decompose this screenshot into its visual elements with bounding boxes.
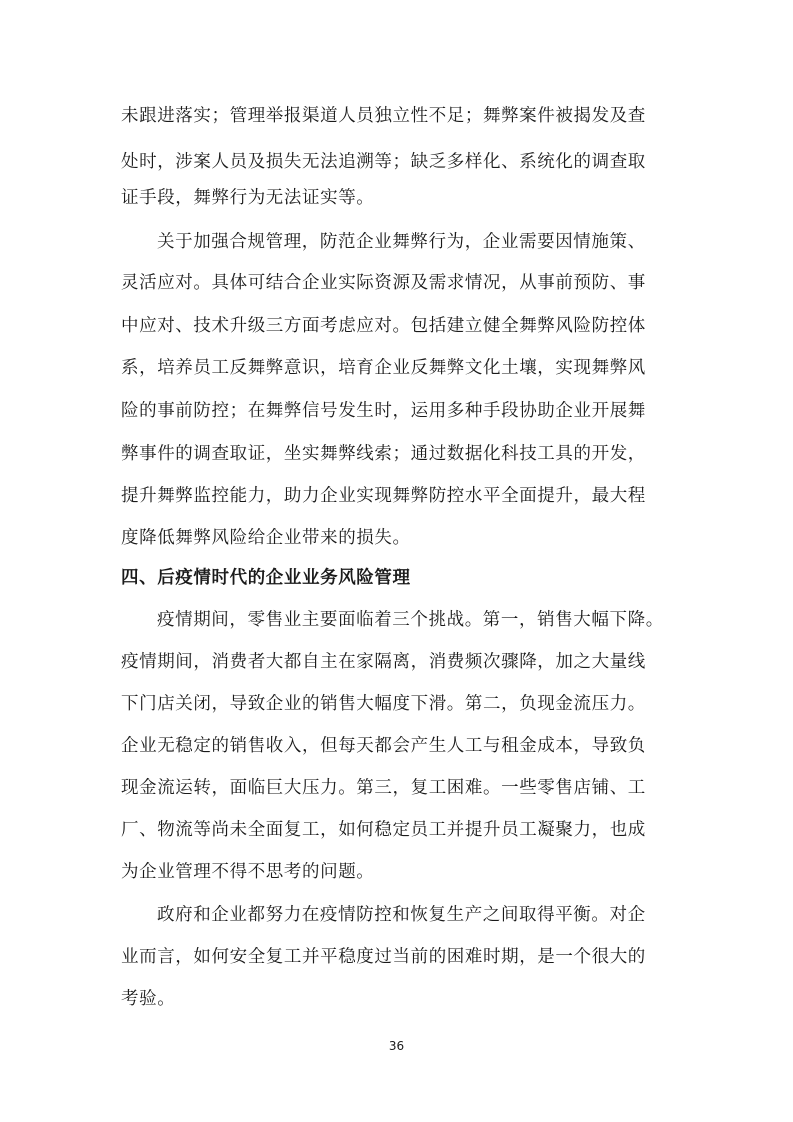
paragraph-line: 企业无稳定的销售收入，但每天都会产生人工与租金成本，导致负 [121, 736, 646, 756]
paragraph-line: 未跟进落实；管理举报渠道人员独立性不足；舞弊案件被揭发及查 [121, 106, 646, 126]
paragraph-line: 为企业管理不得不思考的问题。 [121, 862, 375, 882]
paragraph-line: 厂、物流等尚未全面复工，如何稳定员工并提升员工凝聚力，也成 [121, 820, 646, 840]
paragraph-line: 中应对、技术升级三方面考虑应对。包括建立健全舞弊风险防控体 [121, 316, 646, 336]
paragraph-line: 提升舞弊监控能力，助力企业实现舞弊防控水平全面提升，最大程 [121, 486, 646, 506]
paragraph-line: 关于加强合规管理，防范企业舞弊行为，企业需要因情施策、 [157, 232, 646, 252]
section-heading: 四、后疫情时代的企业业务风险管理 [121, 568, 411, 588]
paragraph-line: 系，培养员工反舞弊意识，培育企业反舞弊文化土壤，实现舞弊风 [121, 358, 646, 378]
paragraph-line: 弊事件的调查取证，坐实舞弊线索；通过数据化科技工具的开发， [121, 444, 646, 464]
paragraph-line: 考验。 [121, 989, 176, 1009]
paragraph-line: 现金流运转，面临巨大压力。第三，复工困难。一些零售店铺、工 [121, 778, 646, 798]
paragraph-line: 疫情期间，消费者大都自主在家隔离，消费频次骤降，加之大量线 [121, 652, 646, 672]
paragraph-line: 险的事前防控；在舞弊信号发生时，运用多种手段协助企业开展舞 [121, 401, 646, 421]
paragraph-line: 证手段，舞弊行为无法证实等。 [121, 188, 375, 208]
paragraph-line: 处时，涉案人员及损失无法追溯等；缺乏多样化、系统化的调查取 [121, 152, 646, 172]
paragraph-line: 灵活应对。具体可结合企业实际资源及需求情况，从事前预防、事 [121, 273, 646, 293]
paragraph-line: 政府和企业都努力在疫情防控和恢复生产之间取得平衡。对企 [157, 905, 646, 925]
paragraph-line: 疫情期间，零售业主要面临着三个挑战。第一，销售大幅下降。 [157, 610, 664, 630]
page-number: 36 [388, 1039, 405, 1053]
paragraph-line: 下门店关闭，导致企业的销售大幅度下滑。第二，负现金流压力。 [121, 694, 646, 714]
paragraph-line: 业而言，如何安全复工并平稳度过当前的困难时期，是一个很大的 [121, 947, 646, 967]
paragraph-line: 度降低舞弊风险给企业带来的损失。 [121, 528, 411, 548]
